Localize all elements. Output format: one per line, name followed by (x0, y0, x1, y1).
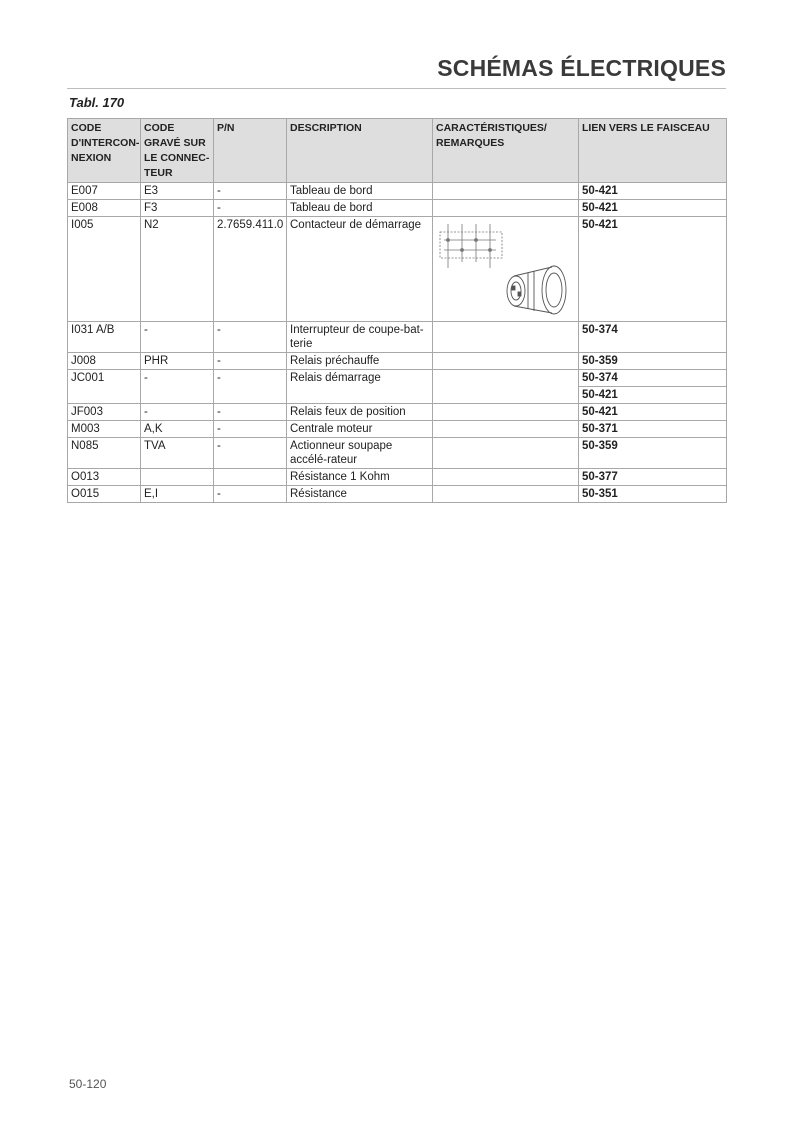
column-header-lien: LIEN VERS LE FAISCEAU (579, 119, 727, 183)
cell-grave: E3 (141, 183, 214, 200)
cell-lien (579, 370, 727, 404)
table-row (68, 353, 727, 370)
cell-pn: - (214, 438, 287, 469)
cell-description: Actionneur soupape accélé-rateur (287, 438, 433, 469)
table-row (68, 438, 727, 469)
cell-pn: - (214, 421, 287, 438)
cell-lien: 50-374 (579, 322, 727, 353)
cell-grave: F3 (141, 200, 214, 217)
table-caption: Tabl. 170 (69, 95, 125, 110)
cell-description: Relais feux de position (287, 404, 433, 421)
cell-pn: - (214, 353, 287, 370)
cell-pn: - (214, 183, 287, 200)
cell-grave: - (141, 370, 214, 404)
cell-pn: - (214, 322, 287, 353)
cell-grave: TVA (141, 438, 214, 469)
cell-remarques (433, 200, 579, 217)
cell-grave: - (141, 404, 214, 421)
cell-description: Relais démarrage (287, 370, 433, 404)
cell-remarques (433, 322, 579, 353)
cell-grave: E,I (141, 486, 214, 503)
cell-description: Interrupteur de coupe-bat-terie (287, 322, 433, 353)
page-number: 50-120 (69, 1077, 107, 1091)
cell-code: JC001 (68, 370, 141, 404)
table-header-row (68, 119, 727, 183)
cell-lien: 50-421 (579, 200, 727, 217)
wiring-schematic (440, 224, 502, 268)
cell-pn (214, 469, 287, 486)
cell-pn: 2.7659.411.0 (214, 217, 287, 322)
cell-lien: 50-359 (579, 438, 727, 469)
cell-remarques (433, 353, 579, 370)
table-row (68, 486, 727, 503)
cell-description: Centrale moteur (287, 421, 433, 438)
cell-code: I005 (68, 217, 141, 322)
cell-lien: 50-421 (579, 404, 727, 421)
cell-remarques (433, 486, 579, 503)
starter-switch-diagram (436, 218, 576, 318)
cell-code: E008 (68, 200, 141, 217)
cell-code: N085 (68, 438, 141, 469)
cell-remarques (433, 469, 579, 486)
switch-body-illustration (507, 266, 566, 314)
cell-lien-1: 50-374 (582, 372, 618, 384)
column-header-remarques: CARACTÉRISTIQUES/ REMARQUES (433, 119, 579, 183)
cell-pn: - (214, 370, 287, 404)
cell-pn: - (214, 486, 287, 503)
cell-code: I031 A/B (68, 322, 141, 353)
cell-code: JF003 (68, 404, 141, 421)
cell-description: Relais préchauffe (287, 353, 433, 370)
cell-description: Résistance (287, 486, 433, 503)
cell-code: M003 (68, 421, 141, 438)
cell-description: Résistance 1 Kohm (287, 469, 433, 486)
cell-grave: A,K (141, 421, 214, 438)
table-row (68, 200, 727, 217)
cell-lien-2: 50-421 (579, 386, 726, 402)
page-title: SCHÉMAS ÉLECTRIQUES (437, 55, 726, 81)
cell-lien: 50-421 (579, 183, 727, 200)
column-header-description: DESCRIPTION (287, 119, 433, 183)
cell-remarques (433, 404, 579, 421)
column-header-code: CODE D'INTERCON-NEXION (68, 119, 141, 183)
cell-remarques (433, 421, 579, 438)
cell-description: Contacteur de démarrage (287, 217, 433, 322)
cell-remarques (433, 183, 579, 200)
cell-grave: N2 (141, 217, 214, 322)
cell-pn: - (214, 200, 287, 217)
cell-grave: - (141, 322, 214, 353)
cell-code: E007 (68, 183, 141, 200)
table-row (68, 404, 727, 421)
cell-lien: 50-371 (579, 421, 727, 438)
cell-code: O015 (68, 486, 141, 503)
cell-grave (141, 469, 214, 486)
cell-lien: 50-351 (579, 486, 727, 503)
cell-code: O013 (68, 469, 141, 486)
cell-grave: PHR (141, 353, 214, 370)
table-row (68, 183, 727, 200)
cell-remarques (433, 370, 579, 404)
cell-lien: 50-421 (579, 217, 727, 322)
cell-lien: 50-359 (579, 353, 727, 370)
table-row (68, 469, 727, 486)
cell-lien: 50-377 (579, 469, 727, 486)
connector-table (67, 118, 727, 503)
column-header-pn: P/N (214, 119, 287, 183)
table-row (68, 421, 727, 438)
cell-description: Tableau de bord (287, 183, 433, 200)
column-header-grave: CODE GRAVÉ SUR LE CONNEC-TEUR (141, 119, 214, 183)
cell-description: Tableau de bord (287, 200, 433, 217)
cell-code: J008 (68, 353, 141, 370)
table-row (68, 217, 727, 322)
table-row (68, 370, 727, 404)
cell-pn: - (214, 404, 287, 421)
header-rule (67, 88, 726, 89)
cell-remarques (433, 217, 579, 322)
table-row (68, 322, 727, 353)
cell-remarques (433, 438, 579, 469)
